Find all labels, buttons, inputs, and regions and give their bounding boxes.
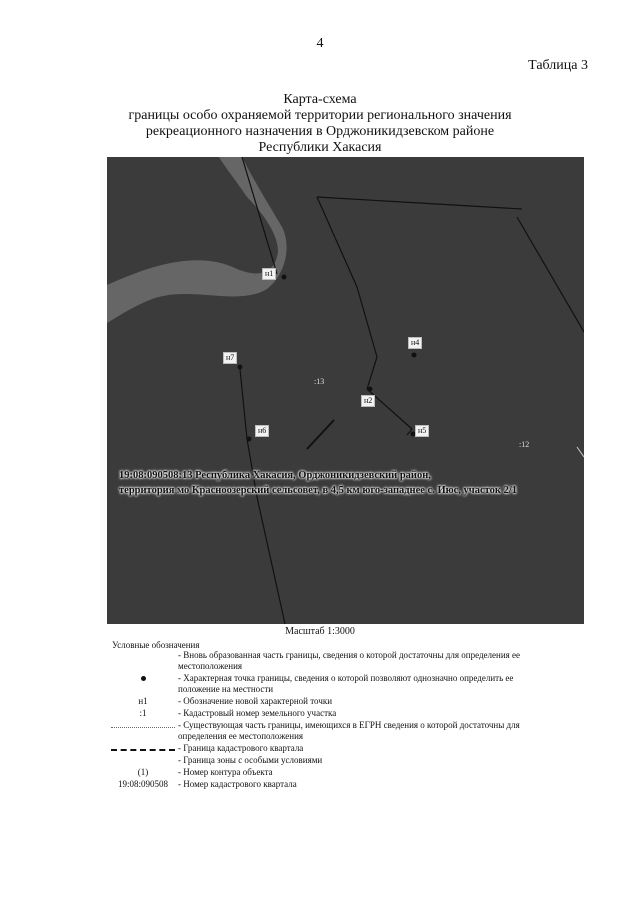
point-label-n5: н5 [415,425,429,437]
parcel-number: :12 [519,440,530,449]
legend-item [108,673,553,695]
cadastral-text: 19:08:090508:13 Республика Хакасия, Орджоникидзевский район, [119,470,431,481]
point-label-n1: н1 [262,268,276,280]
title-line: границы особо охраняемой территории регионального значения [128,108,512,123]
map-graphics [107,157,584,624]
legend-text: - Характерная точка границы, сведения о которой позволяют однозначно определить ее положение на местности [178,673,514,694]
title-line: рекреационного назначения в Орджоникидзевском районе [145,124,495,139]
legend-text: - Существующая часть границы, имеющихся в ЕГРН сведения о которой достаточны для определения ее местоположения [178,720,520,741]
boundary-line [357,287,377,357]
legend-symbol: :1 [139,708,147,718]
legend-text: - Вновь образованная часть границы, сведения о которой достаточны для определения ее местоположения [178,650,521,671]
parcel-number: :13 [314,377,325,386]
legend-text: - Номер кадастрового квартала [178,779,297,789]
point-label-n4: н4 [408,337,422,349]
boundary-line [367,357,377,389]
title-line: Карта-схема [283,92,357,107]
legend-item [108,743,553,754]
legend-symbol [108,720,178,731]
legend-title: Условные обозначения [112,640,200,650]
legend-item [108,708,553,719]
cadastral-map [107,157,584,624]
legend-item [108,720,553,742]
boundary-point [247,437,252,442]
boundary-point [412,353,417,358]
boundary-line [317,197,357,287]
legend-text: - Обозначение новой характерной точки [178,696,333,706]
boundary-line [577,447,584,457]
legend-symbol: (1) [137,767,149,777]
point-label-n7: н7 [223,352,237,364]
legend-item [108,767,553,778]
legend-text: - Номер контура объекта [178,767,273,777]
document-title [0,92,640,156]
legend-item [108,696,553,707]
boundary-line [517,217,584,332]
boundary-line [240,369,247,439]
legend-text: - Граница зоны с особыми условиями [178,755,323,765]
point-label-n2: н2 [361,395,375,407]
title-line: Республики Хакасия [258,140,382,155]
boundary-line [257,497,285,624]
boundary-point [282,275,287,280]
legend-item [108,755,553,766]
legend-text: - Кадастровый номер земельного участка [178,708,337,718]
boundary-line [307,420,334,449]
point-dot-icon [141,676,146,681]
legend-symbol [108,743,178,754]
page-number: 4 [316,36,324,51]
legend-symbol: н1 [138,696,148,706]
river-outline [107,157,287,323]
dotted-line-icon [111,727,175,728]
dashed-line-icon [111,749,175,751]
legend-text: - Граница кадастрового квартала [178,743,304,753]
boundary-point [368,387,373,392]
legend-item [108,650,553,672]
legend-symbol [108,673,178,684]
map-scale: Масштаб 1:3000 [285,626,355,637]
boundary-line [317,197,522,209]
point-label-n6: н6 [255,425,269,437]
cadastral-text: территория мо Красноозерский сельсовет, в 4,5 км юго-западнее с. Июс, участок 2/1 [119,485,518,496]
legend-symbol: 19:08:090508 [117,779,168,789]
boundary-point [238,365,243,370]
table-label: Таблица 3 [528,58,588,73]
legend-item [108,779,553,790]
legend [108,650,553,791]
